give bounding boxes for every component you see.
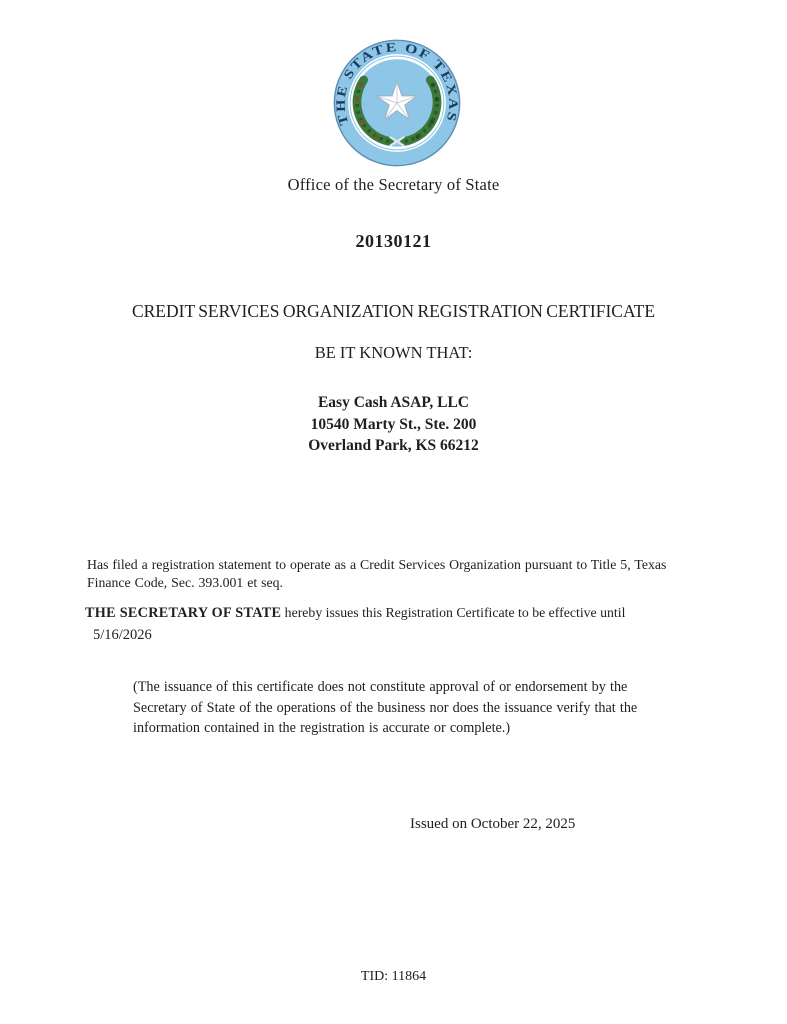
office-line: Office of the Secretary of State (287, 175, 500, 194)
texas-state-seal-graphic (333, 39, 461, 167)
registrant-address-line1: 10540 Marty St., Ste. 200 (310, 415, 477, 433)
registrant-name: Easy Cash ASAP, LLC (317, 394, 470, 411)
issued-date-line: Issued on October 22, 2025 (410, 816, 576, 832)
secretary-of-state-label: THE SECRETARY OF STATE (85, 605, 282, 621)
texas-state-seal (333, 39, 461, 167)
secretary-issuance-line (85, 605, 725, 622)
registrant-block (0, 392, 787, 457)
acorn (374, 135, 379, 140)
olive (435, 97, 440, 102)
be-it-known-line: BE IT KNOWN THAT: (314, 343, 473, 362)
seal-ring-text: THE STATE OF TEXAS (333, 40, 461, 127)
certificate-title: CREDIT SERVICES ORGANIZATION REGISTRATION CERTIFICATE (131, 301, 656, 321)
effective-date: 5/16/2026 (93, 627, 152, 643)
filed-statement: Has filed a registration statement to operate as a Credit Services Organization pursuant to Title 5, Texas Finance Code, Sec. 393.001 et seq. (87, 557, 667, 590)
olive (430, 120, 435, 125)
olive (431, 83, 436, 88)
issuance-clause: hereby issues this Registration Certificate to be effective until (281, 605, 626, 620)
registrant-address-line2: Overland Park, KS 66212 (308, 437, 479, 454)
filing-number: 20130121 (355, 231, 432, 251)
acorn (359, 83, 364, 88)
tid-line: TID: 11864 (360, 969, 427, 984)
acorn (360, 120, 365, 125)
disclaimer-paragraph: (The issuance of this certificate does not constitute approval of or endorsement by the Secretary of State of the operations of the business nor does the issuance verify that the information contained in the registration is accurate or complete.) (133, 679, 638, 736)
olive (415, 135, 420, 140)
acorn (355, 97, 360, 102)
